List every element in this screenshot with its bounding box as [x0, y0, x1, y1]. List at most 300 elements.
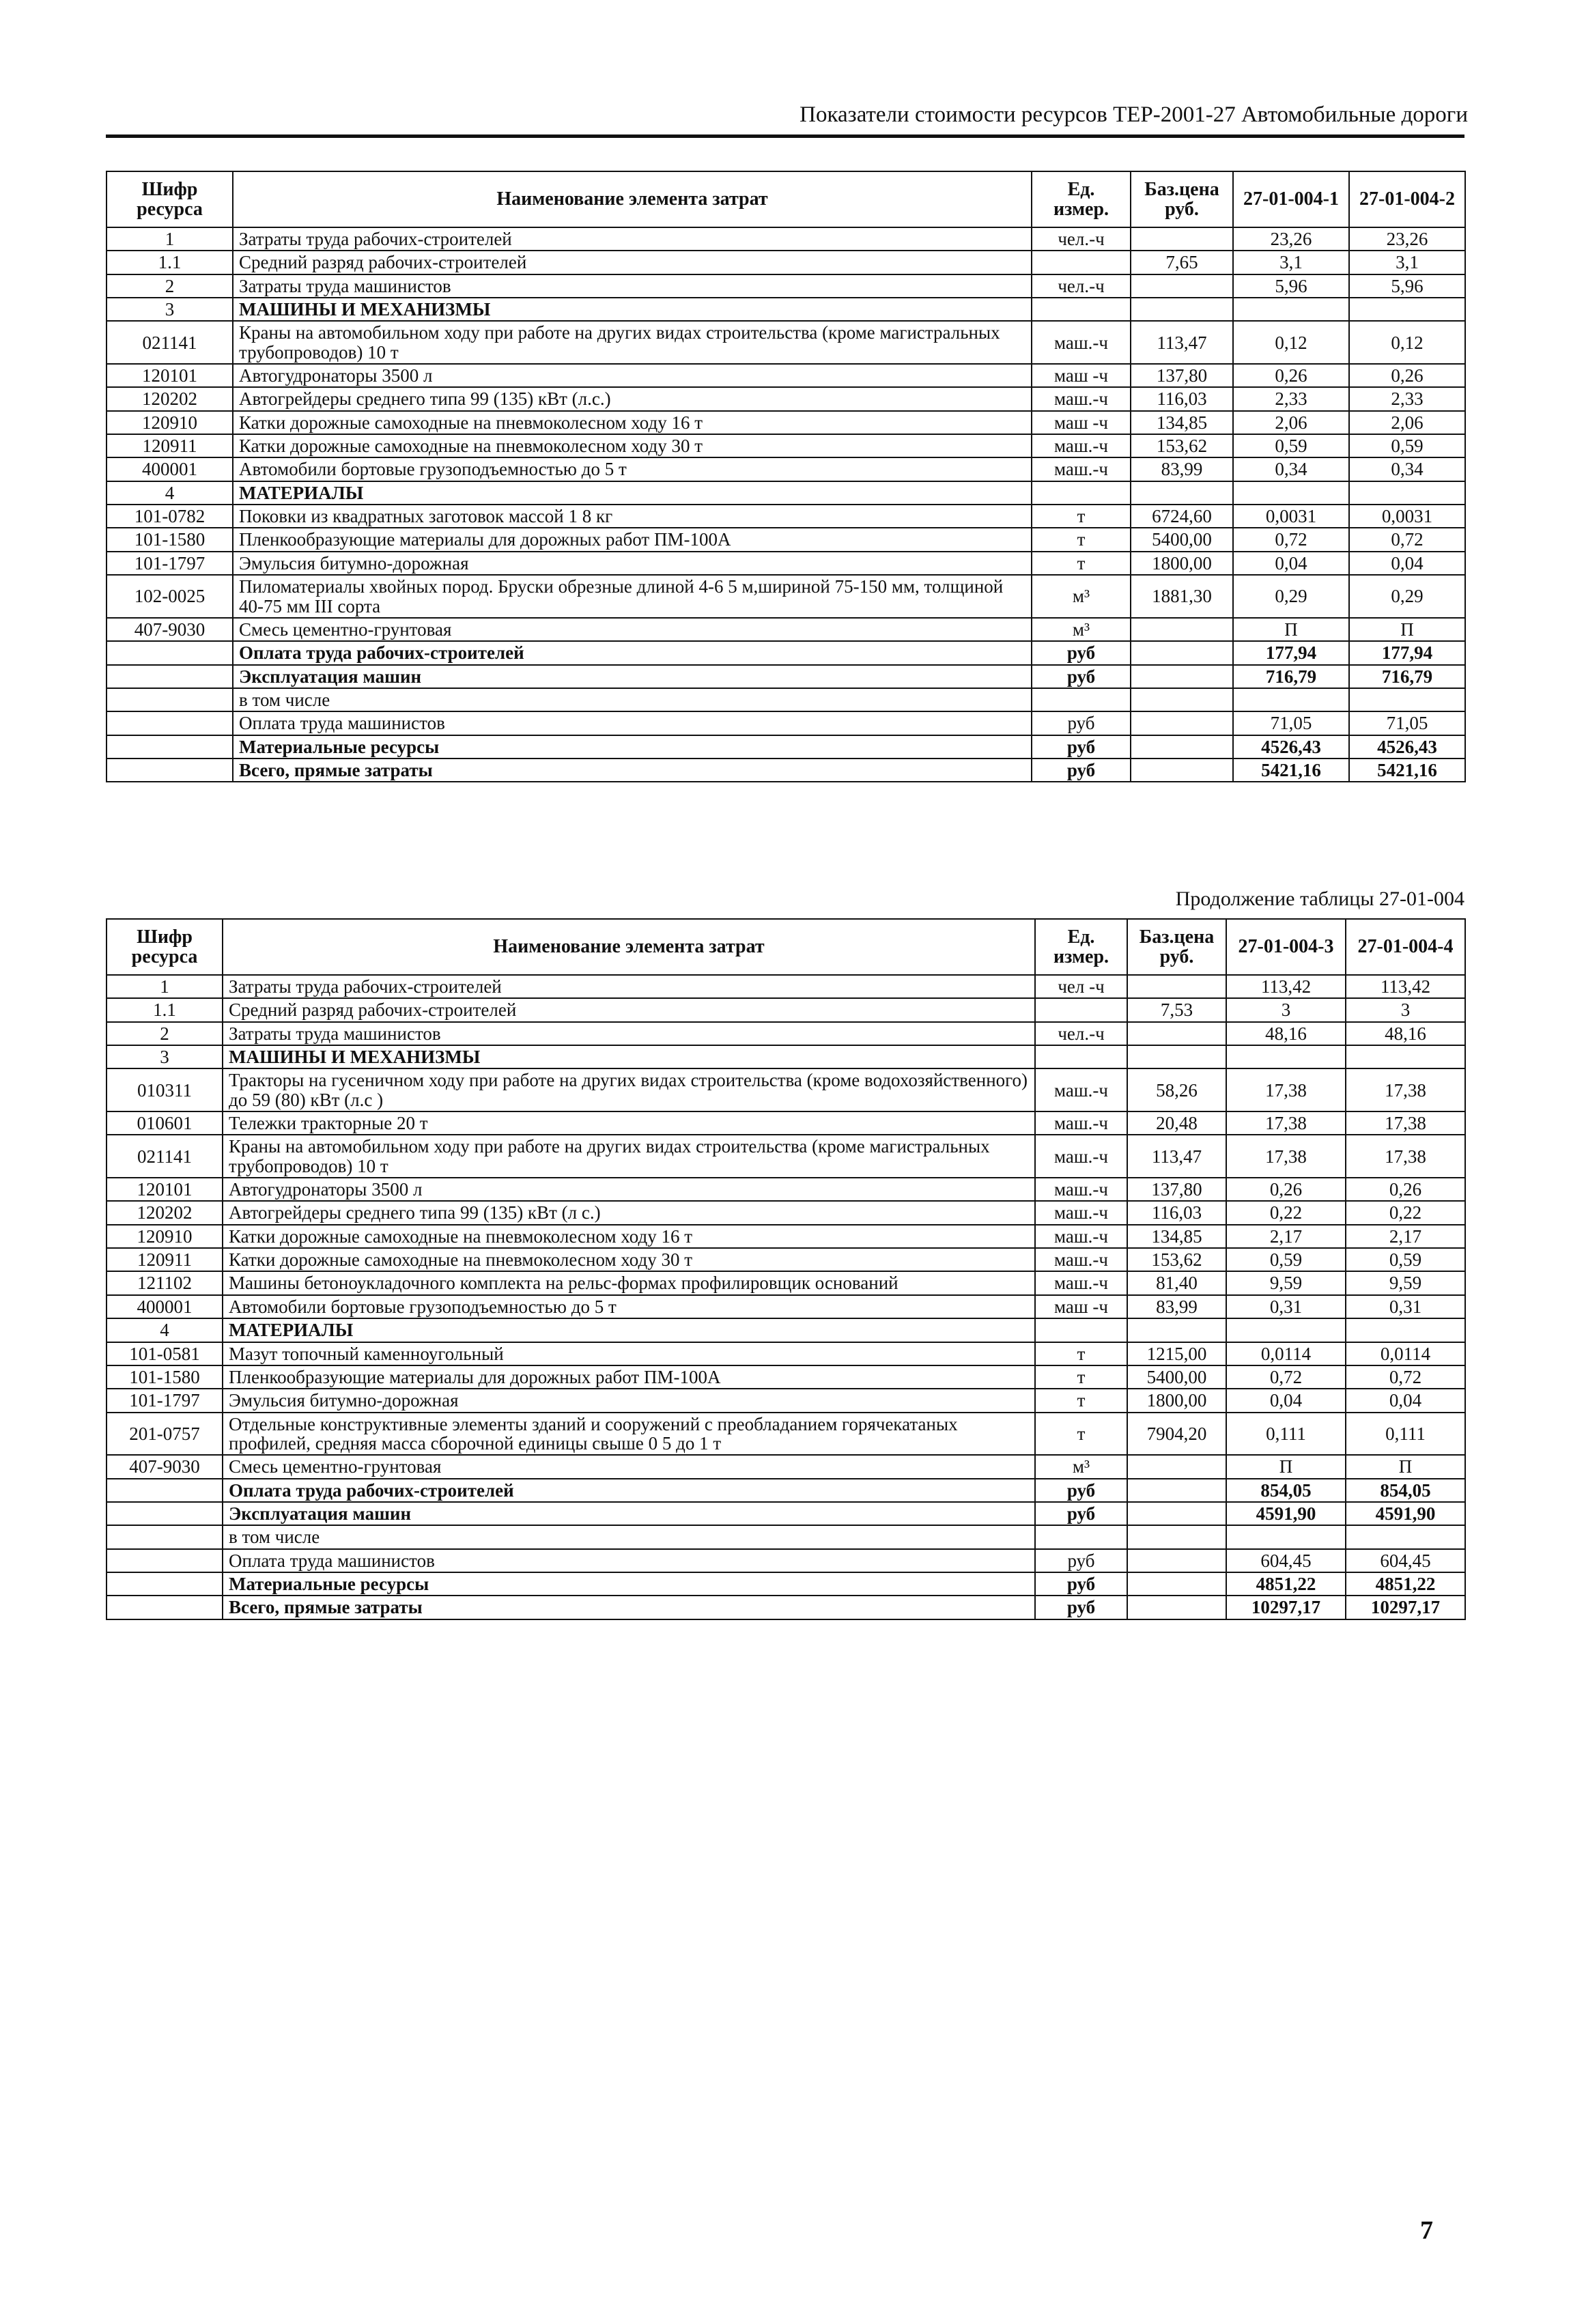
- table-row: [107, 434, 1465, 457]
- header-code: Шифр ресурса: [107, 171, 233, 227]
- base-price-cell: 7904,20: [1127, 1413, 1226, 1456]
- resource-code-cell: 400001: [107, 1295, 223, 1318]
- value-cell-a: 0,26: [1233, 364, 1349, 387]
- value-cell-b: 3,1: [1349, 251, 1465, 274]
- table-row: [107, 735, 1465, 759]
- unit-cell: руб: [1032, 641, 1131, 664]
- unit-cell: маш.-ч: [1035, 1248, 1127, 1271]
- unit-cell: чел -ч: [1035, 975, 1127, 998]
- base-price-cell: 83,99: [1131, 457, 1233, 481]
- unit-cell: маш.-ч: [1035, 1178, 1127, 1201]
- value-cell-a: 23,26: [1233, 227, 1349, 251]
- base-price-cell: [1127, 1596, 1226, 1619]
- unit-cell: руб: [1035, 1596, 1127, 1619]
- resource-code-cell: 120202: [107, 387, 233, 410]
- table-row: [107, 1455, 1465, 1478]
- resource-code-cell: 1: [107, 975, 223, 998]
- table-row: [107, 641, 1465, 664]
- resource-code-cell: 102-0025: [107, 575, 233, 618]
- resource-code-cell: 1.1: [107, 251, 233, 274]
- base-price-cell: 6724,60: [1131, 505, 1233, 528]
- value-cell-a: 4591,90: [1226, 1502, 1346, 1525]
- resource-code-cell: 4: [107, 481, 233, 505]
- page-number: 7: [1420, 2216, 1433, 2245]
- resource-name-cell: Автогрейдеры среднего типа 99 (135) кВт (л с.): [223, 1201, 1035, 1224]
- resource-code-cell: 201-0757: [107, 1413, 223, 1456]
- value-cell-b: 17,38: [1346, 1068, 1465, 1111]
- resource-name-cell: Автогрейдеры среднего типа 99 (135) кВт (л.с.): [233, 387, 1032, 410]
- header-price: Баз.цена руб.: [1131, 171, 1233, 227]
- base-price-cell: [1131, 759, 1233, 782]
- resource-code-cell: 101-1580: [107, 528, 233, 551]
- value-cell-a: 10297,17: [1226, 1596, 1346, 1619]
- value-cell-b: 2,17: [1346, 1225, 1465, 1248]
- unit-cell: маш.-ч: [1035, 1135, 1127, 1178]
- value-cell-b: 10297,17: [1346, 1596, 1465, 1619]
- table-row: [107, 251, 1465, 274]
- value-cell-b: 0,04: [1346, 1389, 1465, 1412]
- unit-cell: руб: [1032, 735, 1131, 759]
- resource-table-1: [106, 171, 1466, 782]
- table-row: [107, 1248, 1465, 1271]
- unit-cell: руб: [1032, 759, 1131, 782]
- unit-cell: чел.-ч: [1035, 1022, 1127, 1045]
- base-price-cell: [1131, 227, 1233, 251]
- resource-code-cell: 1: [107, 227, 233, 251]
- value-cell-a: 2,17: [1226, 1225, 1346, 1248]
- base-price-cell: 1215,00: [1127, 1342, 1226, 1365]
- table-row: [107, 618, 1465, 641]
- resource-code-cell: 2: [107, 1022, 223, 1045]
- resource-name-cell: МАШИНЫ И МЕХАНИЗМЫ: [223, 1045, 1035, 1068]
- resource-code-cell: [107, 711, 233, 735]
- table-row: [107, 1549, 1465, 1572]
- resource-name-cell: Материальные ресурсы: [233, 735, 1032, 759]
- value-cell-a: 0,34: [1233, 457, 1349, 481]
- base-price-cell: [1131, 735, 1233, 759]
- value-cell-b: [1346, 1318, 1465, 1342]
- resource-code-cell: 120101: [107, 364, 233, 387]
- resource-name-cell: Средний разряд рабочих-строителей: [233, 251, 1032, 274]
- resource-name-cell: Оплата труда машинистов: [223, 1549, 1035, 1572]
- value-cell-b: 177,94: [1349, 641, 1465, 664]
- unit-cell: маш.-ч: [1035, 1271, 1127, 1294]
- base-price-cell: 1800,00: [1131, 552, 1233, 575]
- resource-code-cell: [107, 1525, 223, 1548]
- resource-name-cell: Пленкообразующие материалы для дорожных работ ПМ-100А: [223, 1365, 1035, 1389]
- unit-cell: [1035, 1318, 1127, 1342]
- resource-name-cell: Краны на автомобильном ходу при работе на других видах строительства (кроме магистральных трубопроводов) 10 т: [233, 321, 1032, 364]
- resource-name-cell: Оплата труда машинистов: [233, 711, 1032, 735]
- resource-code-cell: 407-9030: [107, 618, 233, 641]
- unit-cell: т: [1035, 1389, 1127, 1412]
- header-rule: [106, 134, 1464, 138]
- value-cell-a: 177,94: [1233, 641, 1349, 664]
- value-cell-a: 9,59: [1226, 1271, 1346, 1294]
- base-price-cell: 134,85: [1131, 411, 1233, 434]
- value-cell-b: 0,0031: [1349, 505, 1465, 528]
- value-cell-b: [1349, 688, 1465, 711]
- unit-cell: м³: [1032, 618, 1131, 641]
- unit-cell: маш.-ч: [1032, 387, 1131, 410]
- resource-code-cell: [107, 688, 233, 711]
- table-row: [107, 1135, 1465, 1178]
- unit-cell: [1032, 298, 1131, 321]
- base-price-cell: [1127, 1479, 1226, 1502]
- unit-cell: т: [1035, 1413, 1127, 1456]
- unit-cell: чел.-ч: [1032, 274, 1131, 298]
- table-row: [107, 457, 1465, 481]
- value-cell-b: П: [1349, 618, 1465, 641]
- resource-code-cell: [107, 1596, 223, 1619]
- value-cell-b: 0,04: [1349, 552, 1465, 575]
- resource-name-cell: Всего, прямые затраты: [233, 759, 1032, 782]
- header-col-a: 27-01-004-1: [1233, 171, 1349, 227]
- value-cell-a: [1226, 1525, 1346, 1548]
- value-cell-a: 0,04: [1226, 1389, 1346, 1412]
- value-cell-a: 113,42: [1226, 975, 1346, 998]
- base-price-cell: [1127, 1525, 1226, 1548]
- resource-code-cell: 407-9030: [107, 1455, 223, 1478]
- base-price-cell: 137,80: [1131, 364, 1233, 387]
- resource-code-cell: 3: [107, 298, 233, 321]
- unit-cell: [1035, 998, 1127, 1021]
- value-cell-a: 5,96: [1233, 274, 1349, 298]
- value-cell-a: 0,0114: [1226, 1342, 1346, 1365]
- value-cell-b: 4591,90: [1346, 1502, 1465, 1525]
- value-cell-b: 71,05: [1349, 711, 1465, 735]
- value-cell-a: 0,0031: [1233, 505, 1349, 528]
- resource-name-cell: Затраты труда машинистов: [223, 1022, 1035, 1045]
- resource-name-cell: Эксплуатация машин: [223, 1502, 1035, 1525]
- unit-cell: [1035, 1045, 1127, 1068]
- resource-code-cell: 400001: [107, 457, 233, 481]
- value-cell-b: 0,31: [1346, 1295, 1465, 1318]
- resource-code-cell: 4: [107, 1318, 223, 1342]
- table-row: [107, 552, 1465, 575]
- table-row: [107, 1271, 1465, 1294]
- header-unit: Ед. измер.: [1035, 919, 1127, 975]
- resource-code-cell: [107, 759, 233, 782]
- header-col-b: 27-01-004-2: [1349, 171, 1465, 227]
- unit-cell: маш -ч: [1035, 1295, 1127, 1318]
- unit-cell: маш.-ч: [1035, 1225, 1127, 1248]
- resource-name-cell: Смесь цементно-грунтовая: [223, 1455, 1035, 1478]
- value-cell-b: 0,26: [1349, 364, 1465, 387]
- resource-name-cell: Тракторы на гусеничном ходу при работе на других видах строительства (кроме водохозяйственного) до 59 (80) кВт (л.с ): [223, 1068, 1035, 1111]
- table-row: [107, 1572, 1465, 1596]
- resource-name-cell: Затраты труда рабочих-строителей: [223, 975, 1035, 998]
- value-cell-a: 0,72: [1226, 1365, 1346, 1389]
- value-cell-b: 0,59: [1346, 1248, 1465, 1271]
- value-cell-b: [1346, 1525, 1465, 1548]
- table-row: [107, 1318, 1465, 1342]
- unit-cell: м³: [1032, 575, 1131, 618]
- table-row: [107, 1525, 1465, 1548]
- resource-code-cell: 120910: [107, 1225, 223, 1248]
- value-cell-b: 604,45: [1346, 1549, 1465, 1572]
- resource-code-cell: [107, 1572, 223, 1596]
- base-price-cell: [1127, 975, 1226, 998]
- resource-name-cell: МАШИНЫ И МЕХАНИЗМЫ: [233, 298, 1032, 321]
- value-cell-b: 0,22: [1346, 1201, 1465, 1224]
- unit-cell: руб: [1035, 1549, 1127, 1572]
- base-price-cell: 1800,00: [1127, 1389, 1226, 1412]
- table-row: [107, 227, 1465, 251]
- base-price-cell: [1127, 1318, 1226, 1342]
- value-cell-a: 0,111: [1226, 1413, 1346, 1456]
- value-cell-a: 4526,43: [1233, 735, 1349, 759]
- table-row: [107, 298, 1465, 321]
- base-price-cell: 81,40: [1127, 1271, 1226, 1294]
- unit-cell: чел.-ч: [1032, 227, 1131, 251]
- base-price-cell: 113,47: [1127, 1135, 1226, 1178]
- resource-name-cell: Отдельные конструктивные элементы зданий и сооружений с преобладанием горячекатаных профилей, средняя масса сборочной единицы свыше 0 5 до 1 т: [223, 1413, 1035, 1456]
- resource-name-cell: Катки дорожные самоходные на пневмоколесном ходу 30 т: [233, 434, 1032, 457]
- resource-code-cell: 2: [107, 274, 233, 298]
- table-row: [107, 1479, 1465, 1502]
- table-row: [107, 1045, 1465, 1068]
- unit-cell: маш.-ч: [1035, 1111, 1127, 1135]
- value-cell-a: 0,72: [1233, 528, 1349, 551]
- base-price-cell: 153,62: [1131, 434, 1233, 457]
- table-row: [107, 1342, 1465, 1365]
- value-cell-b: [1349, 481, 1465, 505]
- table-row: [107, 575, 1465, 618]
- value-cell-a: 2,33: [1233, 387, 1349, 410]
- resource-code-cell: 120101: [107, 1178, 223, 1201]
- value-cell-b: 5,96: [1349, 274, 1465, 298]
- base-price-cell: 7,53: [1127, 998, 1226, 1021]
- base-price-cell: [1127, 1502, 1226, 1525]
- value-cell-b: 0,72: [1346, 1365, 1465, 1389]
- value-cell-b: 2,06: [1349, 411, 1465, 434]
- resource-name-cell: Катки дорожные самоходные на пневмоколесном ходу 30 т: [223, 1248, 1035, 1271]
- value-cell-b: 48,16: [1346, 1022, 1465, 1045]
- value-cell-b: [1346, 1045, 1465, 1068]
- unit-cell: т: [1035, 1342, 1127, 1365]
- resource-code-cell: 101-0581: [107, 1342, 223, 1365]
- resource-code-cell: [107, 735, 233, 759]
- base-price-cell: 137,80: [1127, 1178, 1226, 1201]
- resource-code-cell: 010311: [107, 1068, 223, 1111]
- value-cell-a: 5421,16: [1233, 759, 1349, 782]
- resource-code-cell: 120911: [107, 1248, 223, 1271]
- resource-code-cell: 120911: [107, 434, 233, 457]
- value-cell-b: 0,34: [1349, 457, 1465, 481]
- resource-code-cell: [107, 641, 233, 664]
- value-cell-a: 48,16: [1226, 1022, 1346, 1045]
- base-price-cell: 113,47: [1131, 321, 1233, 364]
- base-price-cell: [1131, 665, 1233, 688]
- value-cell-b: 5421,16: [1349, 759, 1465, 782]
- value-cell-b: 4851,22: [1346, 1572, 1465, 1596]
- value-cell-a: 0,31: [1226, 1295, 1346, 1318]
- value-cell-b: 0,26: [1346, 1178, 1465, 1201]
- unit-cell: руб: [1032, 711, 1131, 735]
- resource-code-cell: 1.1: [107, 998, 223, 1021]
- unit-cell: т: [1032, 505, 1131, 528]
- base-price-cell: 5400,00: [1131, 528, 1233, 551]
- table-row: [107, 1389, 1465, 1412]
- resource-name-cell: Затраты труда машинистов: [233, 274, 1032, 298]
- unit-cell: маш.-ч: [1032, 321, 1131, 364]
- resource-code-cell: [107, 1502, 223, 1525]
- base-price-cell: [1127, 1045, 1226, 1068]
- value-cell-b: 17,38: [1346, 1111, 1465, 1135]
- value-cell-a: 854,05: [1226, 1479, 1346, 1502]
- base-price-cell: 116,03: [1131, 387, 1233, 410]
- resource-code-cell: [107, 1479, 223, 1502]
- value-cell-a: 0,04: [1233, 552, 1349, 575]
- unit-cell: т: [1035, 1365, 1127, 1389]
- resource-code-cell: 120202: [107, 1201, 223, 1224]
- resource-name-cell: в том числе: [223, 1525, 1035, 1548]
- value-cell-a: [1233, 688, 1349, 711]
- value-cell-b: 113,42: [1346, 975, 1465, 998]
- value-cell-b: 4526,43: [1349, 735, 1465, 759]
- value-cell-a: 71,05: [1233, 711, 1349, 735]
- base-price-cell: [1131, 688, 1233, 711]
- resource-code-cell: 120910: [107, 411, 233, 434]
- base-price-cell: 5400,00: [1127, 1365, 1226, 1389]
- value-cell-b: 0,12: [1349, 321, 1465, 364]
- value-cell-a: 0,12: [1233, 321, 1349, 364]
- base-price-cell: [1127, 1022, 1226, 1045]
- value-cell-a: 17,38: [1226, 1111, 1346, 1135]
- header-name: Наименование элемента затрат: [233, 171, 1032, 227]
- base-price-cell: [1127, 1572, 1226, 1596]
- unit-cell: маш.-ч: [1032, 434, 1131, 457]
- resource-name-cell: Автомобили бортовые грузоподъемностью до 5 т: [233, 457, 1032, 481]
- value-cell-a: 604,45: [1226, 1549, 1346, 1572]
- header-price: Баз.цена руб.: [1127, 919, 1226, 975]
- value-cell-a: 3,1: [1233, 251, 1349, 274]
- unit-cell: [1035, 1525, 1127, 1548]
- unit-cell: м³: [1035, 1455, 1127, 1478]
- table-row: [107, 387, 1465, 410]
- resource-name-cell: Мазут топочный каменноугольный: [223, 1342, 1035, 1365]
- unit-cell: т: [1032, 528, 1131, 551]
- resource-name-cell: в том числе: [233, 688, 1032, 711]
- base-price-cell: [1131, 481, 1233, 505]
- value-cell-a: 0,59: [1226, 1248, 1346, 1271]
- resource-table-2: [106, 918, 1466, 1620]
- header-col-a: 27-01-004-3: [1226, 919, 1346, 975]
- table-row: [107, 759, 1465, 782]
- value-cell-b: 0,59: [1349, 434, 1465, 457]
- table-row: [107, 975, 1465, 998]
- header-col-b: 27-01-004-4: [1346, 919, 1465, 975]
- value-cell-b: 17,38: [1346, 1135, 1465, 1178]
- resource-code-cell: 101-0782: [107, 505, 233, 528]
- unit-cell: т: [1032, 552, 1131, 575]
- value-cell-a: [1233, 481, 1349, 505]
- base-price-cell: 134,85: [1127, 1225, 1226, 1248]
- resource-name-cell: Пиломатериалы хвойных пород. Бруски обрезные длиной 4-6 5 м,шириной 75-150 мм, толщиной 40-75 мм III сорта: [233, 575, 1032, 618]
- resource-name-cell: Смесь цементно-грунтовая: [233, 618, 1032, 641]
- resource-name-cell: Краны на автомобильном ходу при работе на других видах строительства (кроме магистральных трубопроводов) 10 т: [223, 1135, 1035, 1178]
- unit-cell: [1032, 481, 1131, 505]
- table-row: [107, 274, 1465, 298]
- table-row: [107, 665, 1465, 688]
- value-cell-b: 854,05: [1346, 1479, 1465, 1502]
- resource-name-cell: Автомобили бортовые грузоподъемностью до 5 т: [223, 1295, 1035, 1318]
- resource-name-cell: Поковки из квадратных заготовок массой 1 8 кг: [233, 505, 1032, 528]
- unit-cell: руб: [1035, 1572, 1127, 1596]
- resource-code-cell: [107, 665, 233, 688]
- table-row: [107, 321, 1465, 364]
- table-row: [107, 1178, 1465, 1201]
- resource-name-cell: Средний разряд рабочих-строителей: [223, 998, 1035, 1021]
- base-price-cell: 58,26: [1127, 1068, 1226, 1111]
- unit-cell: [1032, 251, 1131, 274]
- value-cell-b: 0,111: [1346, 1413, 1465, 1456]
- base-price-cell: [1131, 618, 1233, 641]
- base-price-cell: [1127, 1455, 1226, 1478]
- table-row: [107, 1502, 1465, 1525]
- base-price-cell: 1881,30: [1131, 575, 1233, 618]
- resource-code-cell: 101-1797: [107, 1389, 223, 1412]
- base-price-cell: [1131, 274, 1233, 298]
- value-cell-b: П: [1346, 1455, 1465, 1478]
- table-row: [107, 505, 1465, 528]
- value-cell-a: 17,38: [1226, 1135, 1346, 1178]
- value-cell-b: 3: [1346, 998, 1465, 1021]
- value-cell-a: 4851,22: [1226, 1572, 1346, 1596]
- value-cell-a: [1226, 1045, 1346, 1068]
- resource-name-cell: Эмульсия битумно-дорожная: [223, 1389, 1035, 1412]
- value-cell-a: 2,06: [1233, 411, 1349, 434]
- table-row: [107, 688, 1465, 711]
- value-cell-a: 17,38: [1226, 1068, 1346, 1111]
- value-cell-b: 23,26: [1349, 227, 1465, 251]
- value-cell-a: 0,26: [1226, 1178, 1346, 1201]
- table-row: [107, 1111, 1465, 1135]
- header-name: Наименование элемента затрат: [223, 919, 1035, 975]
- table-row: [107, 1225, 1465, 1248]
- table-row: [107, 364, 1465, 387]
- resource-code-cell: 121102: [107, 1271, 223, 1294]
- resource-code-cell: 021141: [107, 321, 233, 364]
- resource-code-cell: 101-1580: [107, 1365, 223, 1389]
- value-cell-b: 0,72: [1349, 528, 1465, 551]
- resource-code-cell: [107, 1549, 223, 1572]
- table-row: [107, 1022, 1465, 1045]
- resource-name-cell: Материальные ресурсы: [223, 1572, 1035, 1596]
- base-price-cell: 153,62: [1127, 1248, 1226, 1271]
- resource-name-cell: МАТЕРИАЛЫ: [223, 1318, 1035, 1342]
- value-cell-b: 0,29: [1349, 575, 1465, 618]
- unit-cell: маш.-ч: [1032, 457, 1131, 481]
- unit-cell: маш -ч: [1032, 411, 1131, 434]
- resource-name-cell: МАТЕРИАЛЫ: [233, 481, 1032, 505]
- value-cell-b: [1349, 298, 1465, 321]
- resource-name-cell: Эмульсия битумно-дорожная: [233, 552, 1032, 575]
- value-cell-a: П: [1226, 1455, 1346, 1478]
- base-price-cell: [1131, 641, 1233, 664]
- resource-name-cell: Катки дорожные самоходные на пневмоколесном ходу 16 т: [223, 1225, 1035, 1248]
- resource-name-cell: Машины бетоноукладочного комплекта на рельс-формах профилировщик оснований: [223, 1271, 1035, 1294]
- unit-cell: маш -ч: [1032, 364, 1131, 387]
- value-cell-a: 716,79: [1233, 665, 1349, 688]
- base-price-cell: 116,03: [1127, 1201, 1226, 1224]
- base-price-cell: 20,48: [1127, 1111, 1226, 1135]
- table-row: [107, 411, 1465, 434]
- continuation-label: Продолжение таблицы 27-01-004: [1175, 888, 1464, 910]
- resource-code-cell: 101-1797: [107, 552, 233, 575]
- table-row: [107, 1201, 1465, 1224]
